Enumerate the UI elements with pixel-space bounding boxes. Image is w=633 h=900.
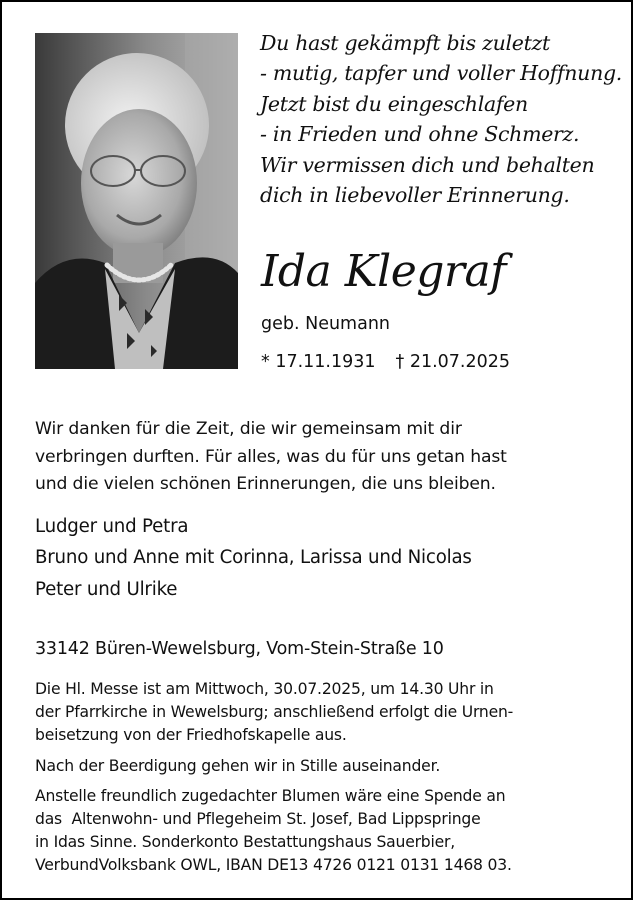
service-notes [35, 678, 625, 885]
donation-line: VerbundVolksbank OWL, IBAN DE13 4726 0121 0131 1468 03. [35, 856, 512, 875]
poem-line: Jetzt bist du eingeschlafen [260, 91, 528, 116]
thanks-line: Wir danken für die Zeit, die wir gemeinsam mit dir [35, 419, 462, 439]
poem-line: Du hast gekämpft bis zuletzt [260, 31, 550, 55]
life-dates [261, 350, 510, 374]
poem-line: - in Frieden und ohne Schmerz. [260, 122, 580, 147]
burial-info [35, 755, 625, 778]
mass-info [35, 678, 625, 748]
portrait-image [35, 33, 238, 369]
poem-line: Wir vermissen dich und behalten [260, 152, 595, 177]
deceased-name: Ida Klegraf [261, 246, 506, 297]
donation-line: das Altenwohn- und Pflegeheim St. Josef, Bad Lippspringe [35, 810, 481, 829]
thanks-text [35, 416, 625, 499]
burial-line: Nach der Beerdigung gehen wir in Stille auseinander. [35, 756, 441, 775]
donation-line: in Idas Sinne. Sonderkonto Bestattungshaus Sauerbier, [35, 833, 455, 852]
poem-line: dich in liebevoller Erinnerung. [260, 183, 570, 208]
mass-line: Die Hl. Messe ist am Mittwoch, 30.07.2025, um 14.30 Uhr in [35, 680, 494, 698]
memorial-poem [260, 28, 630, 210]
birth-date: * 17.11.1931 [261, 352, 376, 372]
family-line: Ludger und Petra [35, 516, 189, 537]
thanks-line: und die vielen schönen Erinnerungen, die uns bleiben. [35, 474, 496, 495]
mourning-address: 33142 Büren-Wewelsburg, Vom-Stein-Straße 10 [35, 639, 444, 659]
mass-line: beisetzung von der Friedhofskapelle aus. [35, 726, 347, 745]
donation-line: Anstelle freundlich zugedachter Blumen wäre eine Spende an [35, 786, 506, 805]
poem-line: - mutig, tapfer und voller Hoffnung. [260, 61, 623, 86]
maiden-name: geb. Neumann [261, 314, 391, 334]
thanks-line: verbringen durften. Für alles, was du für uns getan hast [35, 446, 507, 467]
family-signatures [35, 511, 625, 605]
family-line: Peter und Ulrike [35, 578, 178, 600]
family-line: Bruno und Anne mit Corinna, Larissa und Nicolas [35, 547, 472, 569]
mass-line: der Pfarrkirche in Wewelsburg; anschließend erfolgt die Urnen- [35, 703, 514, 722]
portrait-photo [35, 33, 238, 369]
donation-info [35, 785, 625, 878]
death-date: † 21.07.2025 [395, 352, 511, 372]
